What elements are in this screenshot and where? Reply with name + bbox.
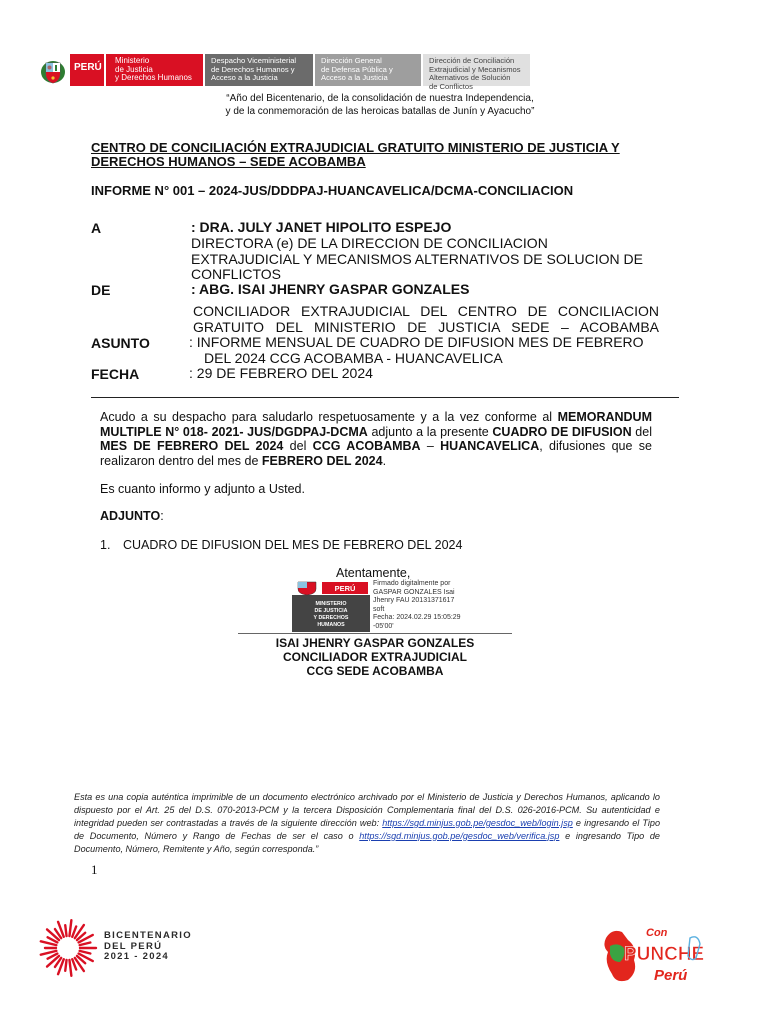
body-text: del <box>283 439 313 453</box>
closing-sentence: Es cuanto informo y adjunto a Usted. <box>100 482 305 496</box>
footer-text: e ingresando el Tipo de Documento, Número y Rango de Fechas de ser el caso o <box>74 817 660 841</box>
body-bold-text: CUADRO DE DIFUSION <box>492 424 632 439</box>
digital-signature-line: Firmado digitalmente por <box>373 580 451 587</box>
year-motto <box>150 93 610 118</box>
bicentenario-logo-icon <box>38 918 98 978</box>
center-title <box>91 141 651 169</box>
attachment-item <box>100 538 462 552</box>
ministry-line: de Justicia <box>115 64 153 74</box>
date-value: : 29 DE FEBRERO DEL 2024 <box>189 365 373 381</box>
separator-line <box>91 397 679 398</box>
vice-line: Despacho Viceministerial <box>211 56 297 65</box>
signer-name: ISAI JHENRY GASPAR GONZALES <box>275 636 475 650</box>
general-direction-box <box>315 54 421 86</box>
attachment-heading <box>100 509 164 523</box>
motto-line: y de la conmemoración de las heroicas batallas de Junín y Ayacucho” <box>225 105 535 117</box>
seal-line: MINISTERIO <box>315 601 347 607</box>
body-text: . <box>382 453 387 468</box>
subject-line: : INFORME MENSUAL DE CUADRO DE DIFUSION MES DE FEBRERO <box>189 334 644 350</box>
signer-office: CCG SEDE ACOBAMBA <box>306 664 444 678</box>
seal-line: Y DERECHOS <box>313 615 349 621</box>
punche-line: Con <box>646 927 668 939</box>
peru-brand-box <box>70 54 104 86</box>
body-text: del <box>631 424 652 439</box>
punche-line: Perú <box>654 967 688 984</box>
direction-line: Dirección General <box>321 56 382 65</box>
body-text: – <box>420 439 441 453</box>
digital-signature-line: soft <box>373 605 385 613</box>
subject-line: DEL 2024 CCG ACOBAMBA - HUANCAVELICA <box>204 349 503 366</box>
login-link[interactable]: https://sgd.minjus.gob.pe/gesdoc_web/login.jsp <box>382 817 573 828</box>
digital-signature-text <box>373 580 503 632</box>
center-title-line: CENTRO DE CONCILIACIÓN EXTRAJUDICIAL GRATUITO MINISTERIO DE JUSTICIA Y <box>91 140 620 155</box>
peru-label: PERÚ <box>74 62 102 73</box>
body-text: Acudo a su despacho para saludarlo respetuosamente y a la vez conforme al <box>100 410 558 424</box>
conciliation-line: de Conflictos <box>429 81 473 91</box>
body-text: adjunto a la presente <box>367 424 493 439</box>
from-label: DE <box>91 282 111 298</box>
conciliation-line: Dirección de Conciliación <box>429 56 515 65</box>
conciliation-line: Extrajudicial y Mecanismos <box>429 64 521 74</box>
attachment-label: ADJUNTO <box>100 509 161 523</box>
sender-name: : ABG. ISAI JHENRY GASPAR GONZALES <box>191 281 470 297</box>
attachment-item-text: CUADRO DE DIFUSION DEL MES DE FEBRERO DEL 2024 <box>123 538 463 552</box>
signer-role: CONCILIADOR EXTRAJUDICIAL <box>282 650 467 664</box>
signer-block <box>238 636 512 678</box>
digital-signature-line: -05'00' <box>373 622 394 630</box>
attachment-item-number: 1. <box>100 538 111 552</box>
footer-text: e ingresando Tipo de Documento, Número, Remitente y Año, según corresponda.” <box>74 830 660 854</box>
sender-position-line: GRATUITO DEL MINISTERIO DE JUSTICIA SEDE – ACOBAMBA <box>193 318 659 335</box>
bicentenario-line: 2021 - 2024 <box>104 951 170 962</box>
digital-signature-line: Jhenry FAU 20131371617 <box>373 597 455 605</box>
motto-line: “Año del Bicentenario, de la consolidación de nuestra Independencia, <box>226 93 534 104</box>
vice-ministry-box <box>205 54 313 86</box>
center-title-line: DERECHOS HUMANOS – SEDE ACOBAMBA <box>91 154 366 169</box>
subject-label: ASUNTO <box>91 335 150 351</box>
seal-peru-label: PERÚ <box>334 584 356 593</box>
footer-text: Esta es una copia auténtica imprimible de un documento electrónico archivado por el Ministerio de Justicia y Derechos Humanos, aplicando lo dispuesto por el Art. 25 del D.S. 070-2013-PCM y la tercera Disposición Complementaria final del D.S. 026-2016-PCM. Su autenticidad e integridad pueden ser contrastadas a través de la siguiente dirección web: <box>74 792 660 828</box>
subject-text <box>189 335 659 366</box>
body-bold-text: CCG ACOBAMBA <box>312 439 421 453</box>
body-text: , difusiones que se realizaron dentro del mes de <box>100 439 652 468</box>
body-bold-text: HUANCAVELICA <box>440 439 540 453</box>
bicentenario-line: BICENTENARIO <box>104 930 192 941</box>
digital-signature-line: Fecha: 2024.02.29 15:05:29 <box>373 614 461 622</box>
vice-line: Acceso a la Justicia <box>211 73 278 83</box>
punche-line: PUNCHE <box>624 944 704 965</box>
ministry-seal-icon <box>292 580 370 632</box>
direction-line: Acceso a la Justicia <box>321 73 388 83</box>
report-number: INFORME N° 001 – 2024-JUS/DDDPAJ-HUANCAVELICA/DCMA-CONCILIACION <box>91 183 574 198</box>
conciliation-line: Alternativos de Solución <box>429 73 511 83</box>
page-number: 1 <box>91 862 98 877</box>
seal-line: HUMANOS <box>317 622 345 628</box>
attachment-colon: : <box>160 509 164 523</box>
regards: Atentamente, <box>336 566 411 580</box>
digital-signature-line: GASPAR GONZALES Isai <box>373 588 455 596</box>
con-punche-peru-logo-icon <box>598 918 704 988</box>
vice-line: de Derechos Humanos y <box>211 64 295 74</box>
seal-line: DE JUSTICIA <box>314 608 348 614</box>
recipient-position: DIRECTORA (e) DE LA DIRECCION DE CONCILIACION EXTRAJUDICIAL Y MECANISMOS ALTERNATIVOS DE SOLUCION DE CONFLICTOS <box>191 235 643 282</box>
ministry-line: Ministerio <box>115 56 150 65</box>
body-paragraph <box>100 410 652 468</box>
direction-line: de Defensa Pública y <box>321 64 393 74</box>
memorandum-reference: MEMORANDUM MULTIPLE N° 018- 2021- JUS/DGDPAJ-DCMA <box>100 410 652 439</box>
verify-link[interactable]: https://sgd.minjus.gob.pe/gesdoc_web/verifica.jsp <box>359 830 560 841</box>
ministry-box <box>106 54 203 86</box>
bicentenario-text <box>104 931 192 963</box>
sender-position <box>193 304 659 335</box>
signature-line <box>238 633 512 634</box>
recipient-name: : DRA. JULY JANET HIPOLITO ESPEJO <box>191 219 452 235</box>
bicentenario-line: DEL PERÚ <box>104 940 163 952</box>
peru-coat-of-arms-icon <box>38 56 68 86</box>
body-bold-text: MES DE FEBRERO DEL 2024 <box>100 439 284 453</box>
conciliation-direction-box <box>423 54 530 91</box>
body-bold-text: FEBRERO DEL 2024 <box>261 453 383 468</box>
sender-position-line: CONCILIADOR EXTRAJUDICIAL DEL CENTRO DE CONCILIACION <box>193 303 659 319</box>
date-label: FECHA <box>91 366 140 382</box>
to-label: A <box>91 220 102 236</box>
ministry-line: y Derechos Humanos <box>115 73 192 83</box>
authenticity-note <box>74 791 660 856</box>
